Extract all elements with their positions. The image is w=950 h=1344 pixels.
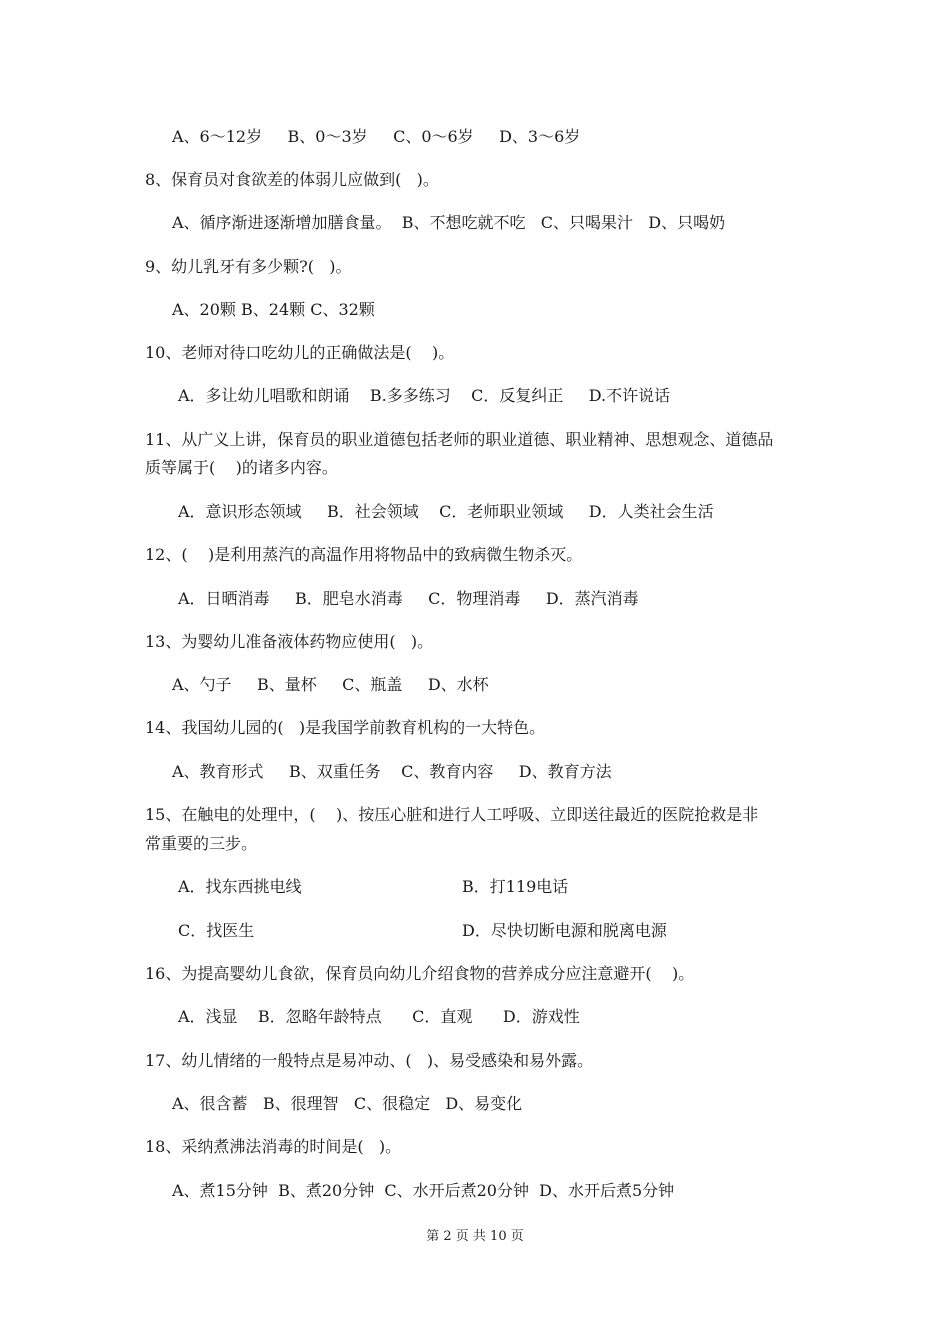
question-16-options: A．浅显 B．忽略年龄特点 C．直观 D．游戏性 xyxy=(178,1007,580,1026)
question-15-option-c: C．找医生 xyxy=(178,921,255,940)
page-number-footer: 第 2 页 共 10 页 xyxy=(426,1229,524,1244)
question-15-line-1: 15、在触电的处理中，( )、按压心脏和进行人工呼吸、立即送往最近的医院抢救是非 xyxy=(145,805,759,824)
question-7-options: A、6～12岁 B、0～3岁 C、0～6岁 D、3～6岁 xyxy=(172,127,581,146)
question-13: 13、为婴幼儿准备液体药物应使用( )。 xyxy=(145,632,434,651)
question-15-option-a: A．找东西挑电线 xyxy=(178,877,302,896)
question-18: 18、采纳煮沸法消毒的时间是( )。 xyxy=(145,1137,402,1156)
question-13-options: A、勺子 B、量杯 C、瓶盖 D、水杯 xyxy=(172,675,489,694)
question-8: 8、保育员对食欲差的体弱儿应做到( )。 xyxy=(145,170,439,189)
question-11-line-1: 11、从广义上讲，保育员的职业道德包括老师的职业道德、职业精神、思想观念、道德品 xyxy=(145,430,774,449)
question-17: 17、幼儿情绪的一般特点是易冲动、( )、易受感染和易外露。 xyxy=(145,1051,594,1070)
question-15-option-d: D．尽快切断电源和脱离电源 xyxy=(462,921,667,940)
question-14-options: A、教育形式 B、双重任务 C、教育内容 D、教育方法 xyxy=(172,762,612,781)
question-12: 12、( )是利用蒸汽的高温作用将物品中的致病微生物杀灭。 xyxy=(145,545,583,564)
question-17-options: A、很含蓄 B、很理智 C、很稳定 D、易变化 xyxy=(172,1094,523,1113)
question-9: 9、幼儿乳牙有多少颗?( )。 xyxy=(145,257,352,276)
question-15-option-b: B．打119电话 xyxy=(462,877,569,896)
question-12-options: A．日晒消毒 B．肥皂水消毒 C．物理消毒 D．蒸汽消毒 xyxy=(178,589,639,608)
question-9-options: A、20颗 B、24颗 C、32颗 xyxy=(172,300,375,319)
question-16: 16、为提高婴幼儿食欲，保育员向幼儿介绍食物的营养成分应注意避开( )。 xyxy=(145,964,695,983)
question-11-line-2: 质等属于( )的诸多内容。 xyxy=(145,458,338,477)
question-18-options: A、煮15分钟 B、煮20分钟 C、水开后煮20分钟 D、水开后煮5分钟 xyxy=(172,1181,675,1200)
question-10-options: A．多让幼儿唱歌和朗诵 B.多多练习 C．反复纠正 D.不许说话 xyxy=(178,386,671,405)
question-10: 10、老师对待口吃幼儿的正确做法是( )。 xyxy=(145,343,455,362)
question-14: 14、我国幼儿园的( )是我国学前教育机构的一大特色。 xyxy=(145,718,546,737)
question-15-line-2: 常重要的三步。 xyxy=(145,834,258,853)
question-8-options: A、循序渐进逐渐增加膳食量。 B、不想吃就不吃 C、只喝果汁 D、只喝奶 xyxy=(172,213,726,232)
question-11-options: A．意识形态领域 B．社会领域 C．老师职业领域 D．人类社会生活 xyxy=(178,502,714,521)
